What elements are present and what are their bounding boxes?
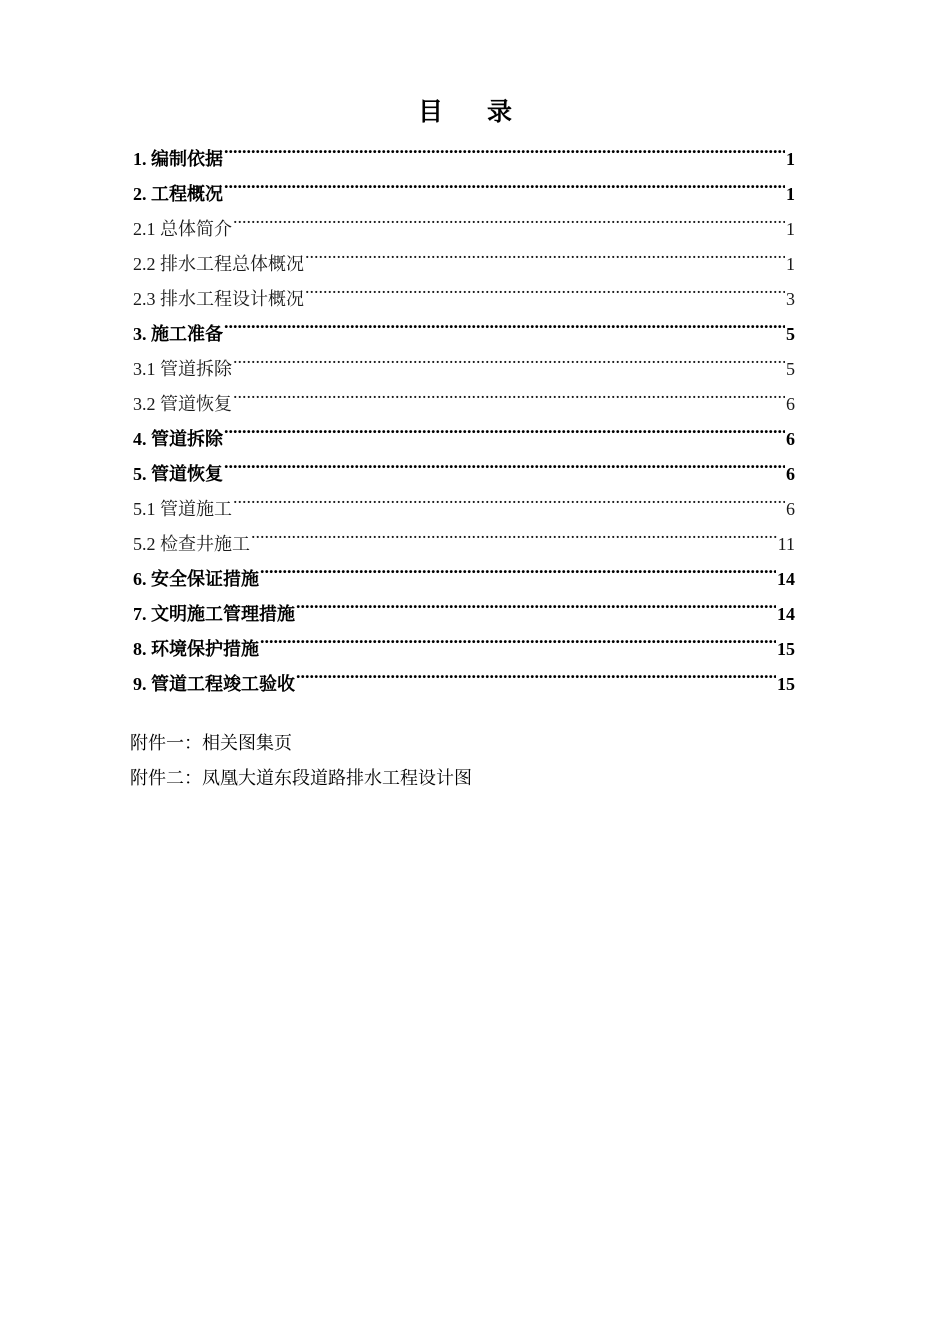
- toc-entry-label: 5.1 管道施工: [133, 499, 232, 519]
- toc-page-number: 1: [786, 149, 795, 169]
- toc-title: [0, 92, 930, 128]
- toc-page-number: 15: [777, 639, 795, 659]
- table-of-contents: [133, 130, 795, 694]
- toc-page-number: 5: [786, 324, 795, 344]
- toc-entry-label: 2.2 排水工程总体概况: [133, 254, 304, 274]
- toc-entry-label: 3. 施工准备: [133, 324, 223, 344]
- toc-title-char-1: 目: [417, 99, 443, 126]
- toc-page-number: 6: [786, 394, 795, 414]
- toc-entry-2-2[interactable]: [133, 235, 795, 274]
- toc-entry-label: 3.1 管道拆除: [133, 359, 232, 379]
- toc-entry-label: 8. 环境保护措施: [133, 639, 259, 659]
- toc-leader-dots: [251, 515, 777, 550]
- toc-entry-label: 1. 编制依据: [133, 149, 223, 169]
- toc-leader-dots: [305, 235, 785, 270]
- toc-leader-dots: [224, 305, 785, 340]
- toc-leader-dots: [224, 410, 785, 445]
- toc-page-number: 6: [786, 464, 795, 484]
- toc-entry-3-1[interactable]: [133, 340, 795, 379]
- toc-entry-label: 2.1 总体简介: [133, 219, 232, 239]
- toc-page-number: 1: [786, 184, 795, 204]
- toc-entry-label: 2. 工程概况: [133, 184, 223, 204]
- toc-leader-dots: [233, 480, 785, 515]
- toc-entry-2[interactable]: [133, 165, 795, 204]
- toc-leader-dots: [233, 200, 785, 235]
- toc-page-number: 6: [786, 499, 795, 519]
- toc-leader-dots: [296, 655, 776, 690]
- toc-leader-dots: [260, 550, 776, 585]
- attachment-item-2: 附件二：凤凰大道东段道路排水工程设计图: [130, 768, 472, 788]
- toc-page-number: 14: [777, 604, 795, 624]
- toc-page-number: 1: [786, 219, 795, 239]
- toc-page-number: 3: [786, 289, 795, 309]
- toc-entry-1[interactable]: [133, 130, 795, 169]
- attachment-item-1: 附件一：相关图集页: [130, 733, 292, 753]
- toc-entry-label: 2.3 排水工程设计概况: [133, 289, 304, 309]
- toc-entry-label: 4. 管道拆除: [133, 429, 223, 449]
- toc-entry-3-2[interactable]: [133, 375, 795, 414]
- toc-page-number: 11: [777, 534, 795, 554]
- toc-page-number: 15: [777, 674, 795, 694]
- toc-entry-label: 3.2 管道恢复: [133, 394, 232, 414]
- toc-leader-dots: [233, 340, 785, 375]
- toc-entry-label: 6. 安全保证措施: [133, 569, 259, 589]
- toc-page-number: 6: [786, 429, 795, 449]
- toc-leader-dots: [224, 445, 785, 480]
- toc-entry-label: 5.2 检查井施工: [133, 534, 250, 554]
- toc-entry-label: 5. 管道恢复: [133, 464, 223, 484]
- toc-entry-2-1[interactable]: [133, 200, 795, 239]
- toc-page-number: 14: [777, 569, 795, 589]
- toc-entry-5-2[interactable]: [133, 515, 795, 554]
- toc-leader-dots: [224, 165, 785, 200]
- toc-entry-5-1[interactable]: [133, 480, 795, 519]
- toc-entry-label: 7. 文明施工管理措施: [133, 604, 295, 624]
- toc-entry-5[interactable]: [133, 445, 795, 484]
- toc-title-char-2: 录: [487, 99, 513, 126]
- attachments-list: [130, 726, 830, 796]
- toc-leader-dots: [233, 375, 785, 410]
- toc-entry-3[interactable]: [133, 305, 795, 344]
- toc-leader-dots: [224, 130, 785, 165]
- toc-entry-4[interactable]: [133, 410, 795, 449]
- toc-leader-dots: [305, 270, 785, 305]
- toc-page-number: 1: [786, 254, 795, 274]
- toc-leader-dots: [296, 585, 776, 620]
- toc-leader-dots: [260, 620, 776, 655]
- toc-page-number: 5: [786, 359, 795, 379]
- toc-entry-label: 9. 管道工程竣工验收: [133, 674, 295, 694]
